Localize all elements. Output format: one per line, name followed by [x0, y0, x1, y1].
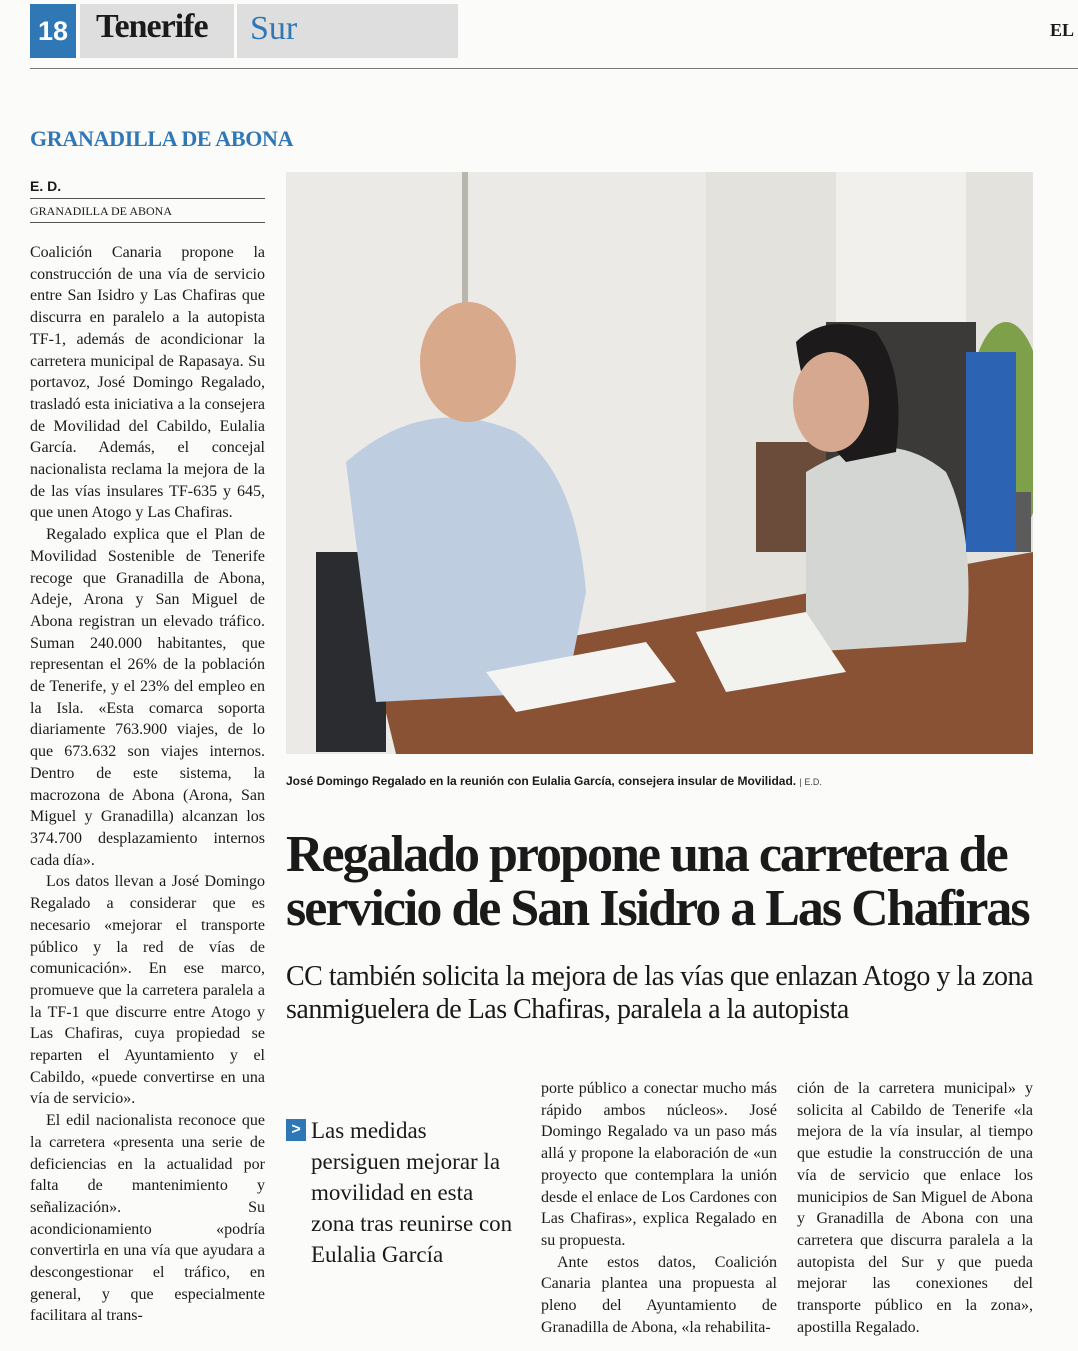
article-headline: Regalado propone una carretera de servicio de San Isidro a Las Chafiras: [286, 826, 1029, 937]
article-kicker: GRANADILLA DE ABONA: [30, 126, 294, 151]
photo-caption: [286, 774, 822, 788]
article-photo: [286, 172, 1033, 754]
photo-chair-right: [966, 352, 1016, 552]
section-title: Tenerife: [96, 8, 208, 45]
body-column-1: [30, 242, 265, 1327]
body-paragraph: Los datos llevan a José Domingo Regalado a considerar que es necesario «mejorar el transporte público y la red de vías de comunicación». En ese marco, promueve que la carretera paralela a la TF-1 que discurre entre Atogo y Las Chafiras, cuya propiedad se reparten el Ayuntamiento y el Cabildo, «puede convertirse en una vía de servicio».: [30, 873, 265, 1108]
meeting-photo-illustration: [286, 172, 1033, 754]
body-paragraph: El edil nacionalista reconoce que la carretera «presenta una serie de deficiencias en la actualidad por falta de mantenimiento y señalización». Su acondicionamiento «podría convertirla en una vía que ayudara a descongestionar el tráfico, en general, y que especialmente facilitara al trans-: [30, 1112, 265, 1325]
subsection-title: Sur: [250, 10, 298, 47]
pull-quote-arrow-icon: >: [286, 1119, 306, 1141]
body-paragraph: Ante estos datos, Coalición Canaria plantea una propuesta al pleno del Ayuntamiento de Granadilla de Abona, «la rehabilita-: [541, 1253, 777, 1336]
photo-woman-top: [806, 447, 969, 652]
photo-woman-face: [793, 352, 869, 452]
photo-man-head: [420, 302, 516, 422]
body-paragraph: Coalición Canaria propone la construcción de una vía de servicio entre San Isidro y Las Chafiras que discurra en paralelo a la autopista TF-1, además de acondicionar la carretera municipal de Rapasaya. Su portavoz, José Domingo Regalado, trasladó esta iniciativa a la consejera de Movilidad del Cabildo, Eulalia García. Además, el concejal nacionalista reclama la mejora de la de las vías insulares TF-635 y 645, que unen Atogo y Las Chafiras.: [30, 244, 265, 522]
photo-window: [836, 172, 966, 322]
body-column-4: [797, 1078, 1033, 1338]
author-location: GRANADILLA DE ABONA: [30, 204, 172, 218]
byline-rule-bottom: [30, 222, 265, 223]
article-author: E. D.: [30, 178, 62, 194]
photo-caption-text: José Domingo Regalado en la reunión con Eulalia García, consejera insular de Movilidad.: [286, 774, 797, 788]
body-paragraph: porte público a conectar mucho más rápido ambos núcleos». José Domingo Regalado va un paso más allá y propone la elaboración de «un proyecto que contemplara la unión desde el enlace de Los Cardones con Las Chafiras», explica Regalado en su propuesta.: [541, 1080, 777, 1249]
photo-credit: | E.D.: [799, 777, 822, 787]
article-subheadline: CC también solicita la mejora de las vías que enlazan Atogo y la zona sanmiguelera de Las Chafiras, paralela a la autopista: [286, 961, 1033, 1025]
byline-rule-top: [30, 198, 265, 199]
body-column-3: [541, 1078, 777, 1338]
pull-quote-text: Las medidas persiguen mejorar la movilidad en esta zona tras reunirse con Eulalia García: [311, 1118, 513, 1267]
publication-name: EL: [1049, 20, 1074, 40]
body-paragraph: ción de la carretera municipal» y solicita al Cabildo de Tenerife «la mejora de la vía insular, al tiempo que estudie la construcción de una vía de servicio que enlace los municipios de San Miguel de Abona y Granadilla de Abona con una carretera que discurra paralela a la autopista del Sur y que pueda mejorar las conexiones del transporte público en la zona», apostilla Regalado.: [797, 1080, 1033, 1336]
page-number: 18: [30, 4, 76, 58]
header-rule: [30, 68, 1078, 69]
body-paragraph: Regalado explica que el Plan de Movilidad Sostenible de Tenerife recoge que Granadilla de Abona, Adeje, Arona y San Miguel de Abona registran un elevado tráfico. Suman 240.000 habitantes, que representan el 26% de la población de Tenerife, y el 23% del empleo en la Isla. «Esta comarca soporta diariamente 763.900 viajes, de lo que 673.632 son viajes internos. Dentro de este sistema, la macrozona de Abona (Arona, San Miguel y Granadilla) alcanzan los 374.700 desplazamiento internos cada día».: [30, 526, 265, 869]
header-divider: [234, 4, 237, 58]
